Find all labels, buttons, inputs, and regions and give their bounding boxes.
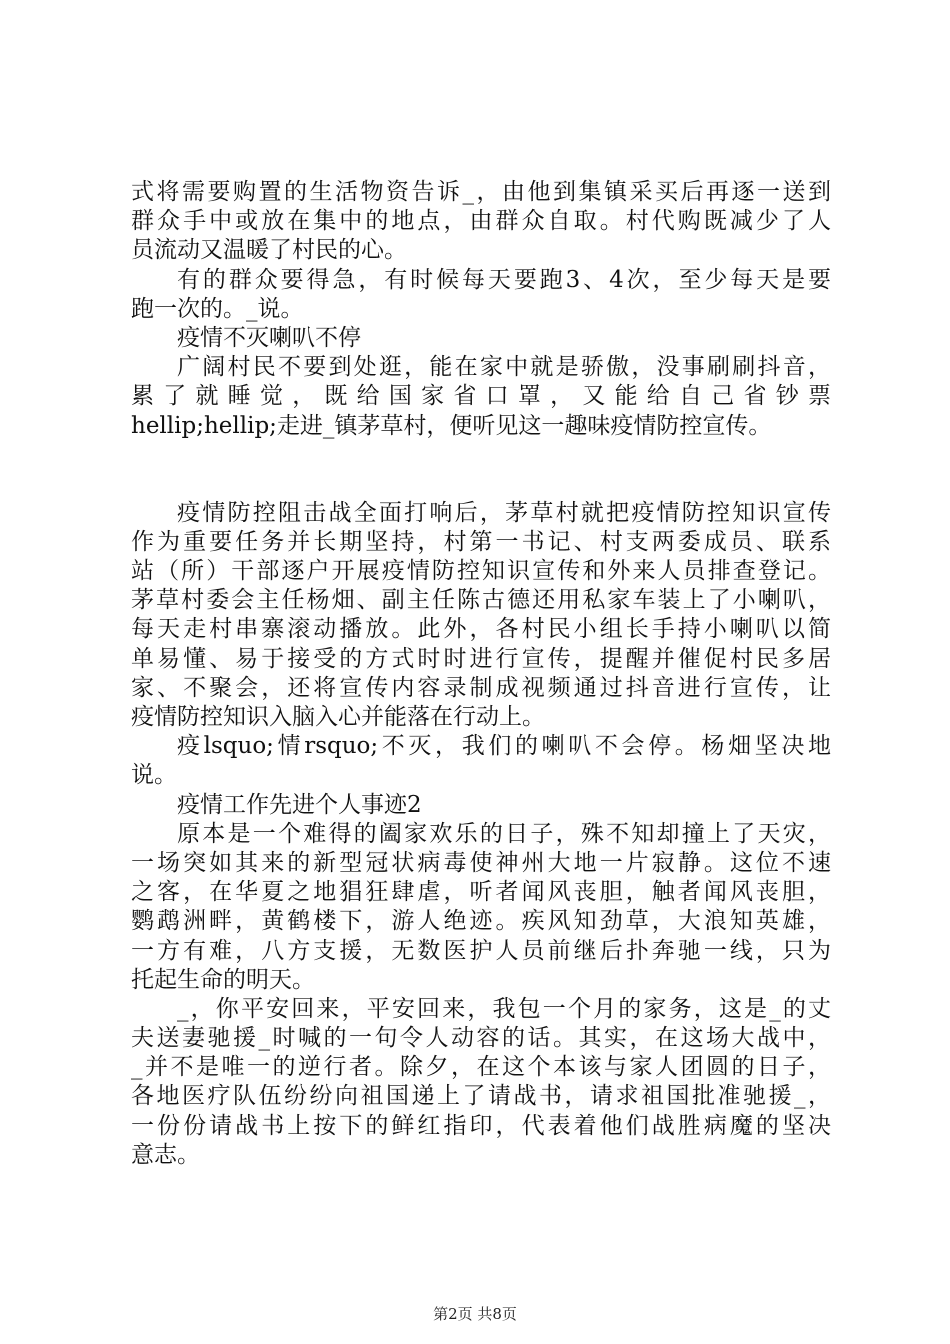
text-line: 茅草村委会主任杨畑、副主任陈古德还用私家车装上了小喇叭，: [131, 587, 831, 614]
section-heading: 疫情不灭喇叭不停: [177, 324, 361, 351]
text-line: 疫lsquo;情rsquo;不灭，我们的喇叭不会停。杨畑坚决地: [177, 733, 831, 760]
text-line: 夫送妻驰援_时喊的一句令人动容的话。其实，在这场大战中，: [131, 1025, 831, 1052]
text-line: 一方有难，八方支援，无数医护人员前继后扑奔驰一线，只为: [131, 937, 831, 964]
text-line: 说。: [131, 762, 177, 789]
text-line: 各地医疗队伍纷纷向祖国递上了请战书，请求祖国批准驰援_，: [131, 1083, 831, 1110]
text-line: 疫情防控知识入脑入心并能落在行动上。: [131, 704, 545, 730]
text-line: 一场突如其来的新型冠状病毒使神州大地一片寂静。这位不速: [131, 849, 831, 876]
paragraph-gap: [131, 441, 831, 499]
text-line: _并不是唯一的逆行者。除夕，在这个本该与家人团圆的日子，: [131, 1054, 831, 1081]
text-line: 群众手中或放在集中的地点，由群众自取。村代购既减少了人: [131, 208, 831, 235]
text-line: 累了就睡觉，既给国家省口罩，又能给自己省钞票: [131, 383, 831, 410]
text-line: 有的群众要得急，有时候每天要跑3、4次，至少每天是要: [177, 266, 831, 293]
text-line: hellip;hellip;走进_镇茅草村，便听见这一趣味疫情防控宣传。: [131, 412, 772, 439]
text-line: 一份份请战书上按下的鲜红指印，代表着他们战胜病魔的坚决: [131, 1112, 831, 1139]
text-line: 疫情防控阻击战全面打响后，茅草村就把疫情防控知识宣传: [177, 499, 831, 526]
text-line: 之客，在华夏之地猖狂肆虐，听者闻风丧胆，触者闻风丧胆，: [131, 879, 831, 906]
text-line: 跑一次的。_说。: [131, 295, 304, 322]
text-line: 鹦鹉洲畔，黄鹤楼下，游人绝迹。疾风知劲草，大浪知英雄，: [131, 908, 831, 935]
page-number-footer: 第2页 共8页: [433, 1305, 517, 1323]
text-line: 广阔村民不要到处逛，能在家中就是骄傲，没事刷刷抖音，: [177, 354, 831, 381]
text-line: 作为重要任务并长期坚持，村第一书记、村支两委成员、联系: [131, 528, 831, 555]
text-line: 托起生命的明天。: [131, 966, 315, 993]
text-line: _，你平安回来，平安回来，我包一个月的家务，这是_的丈: [177, 995, 831, 1022]
text-line: 单易懂、易于接受的方式时时进行宣传，提醒并催促村民多居: [131, 645, 831, 672]
text-line: 员流动又温暖了村民的心。: [131, 237, 407, 264]
text-line: 式将需要购置的生活物资告诉_，由他到集镇采买后再逐一送到: [131, 179, 831, 205]
text-line: 站（所）干部逐户开展疫情防控知识宣传和外来人员排查登记。: [131, 558, 831, 585]
section-heading: 疫情工作先进个人事迹2: [177, 791, 422, 818]
text-line: 原本是一个难得的阖家欢乐的日子，殊不知却撞上了天灾，: [177, 820, 831, 847]
text-line: 意志。: [131, 1141, 200, 1168]
document-body: [131, 178, 831, 1170]
text-line: 家、不聚会，还将宣传内容录制成视频通过抖音进行宣传，让: [131, 674, 831, 701]
text-line: 每天走村串寨滚动播放。此外，各村民小组长手持小喇叭以简: [131, 616, 831, 643]
